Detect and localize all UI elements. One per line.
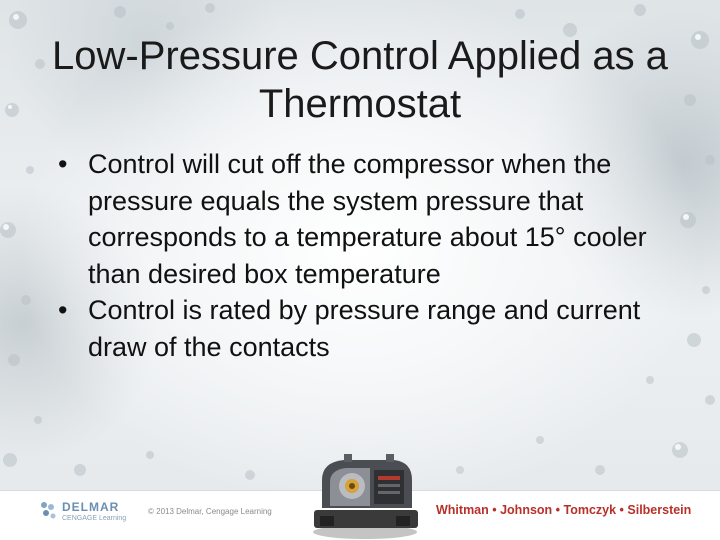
bullet-icon: • xyxy=(58,295,68,325)
bullet-item xyxy=(58,292,678,365)
copyright-text: © 2013 Delmar, Cengage Learning xyxy=(148,507,272,516)
authors-text: Whitman • Johnson • Tomczyk • Silberstein xyxy=(436,503,692,517)
logo-name: DELMAR xyxy=(62,500,120,514)
compressor-image xyxy=(300,450,430,540)
bullet-text: Control is rated by pressure range and current draw of the contacts xyxy=(88,295,641,362)
logo-subtitle: CENGAGE Learning xyxy=(62,515,127,522)
bullet-icon: • xyxy=(58,149,68,179)
slide-title: Low-Pressure Control Applied as a Thermostat xyxy=(52,34,668,126)
logo-mark-icon xyxy=(40,501,58,521)
bullet-list xyxy=(58,146,678,365)
delmar-logo xyxy=(40,497,140,527)
bullet-text: Control will cut off the compressor when the pressure equals the system pressure that corresponds to a temperature about 15° cooler than desired box temperature xyxy=(88,149,647,289)
bullet-item xyxy=(58,146,678,292)
